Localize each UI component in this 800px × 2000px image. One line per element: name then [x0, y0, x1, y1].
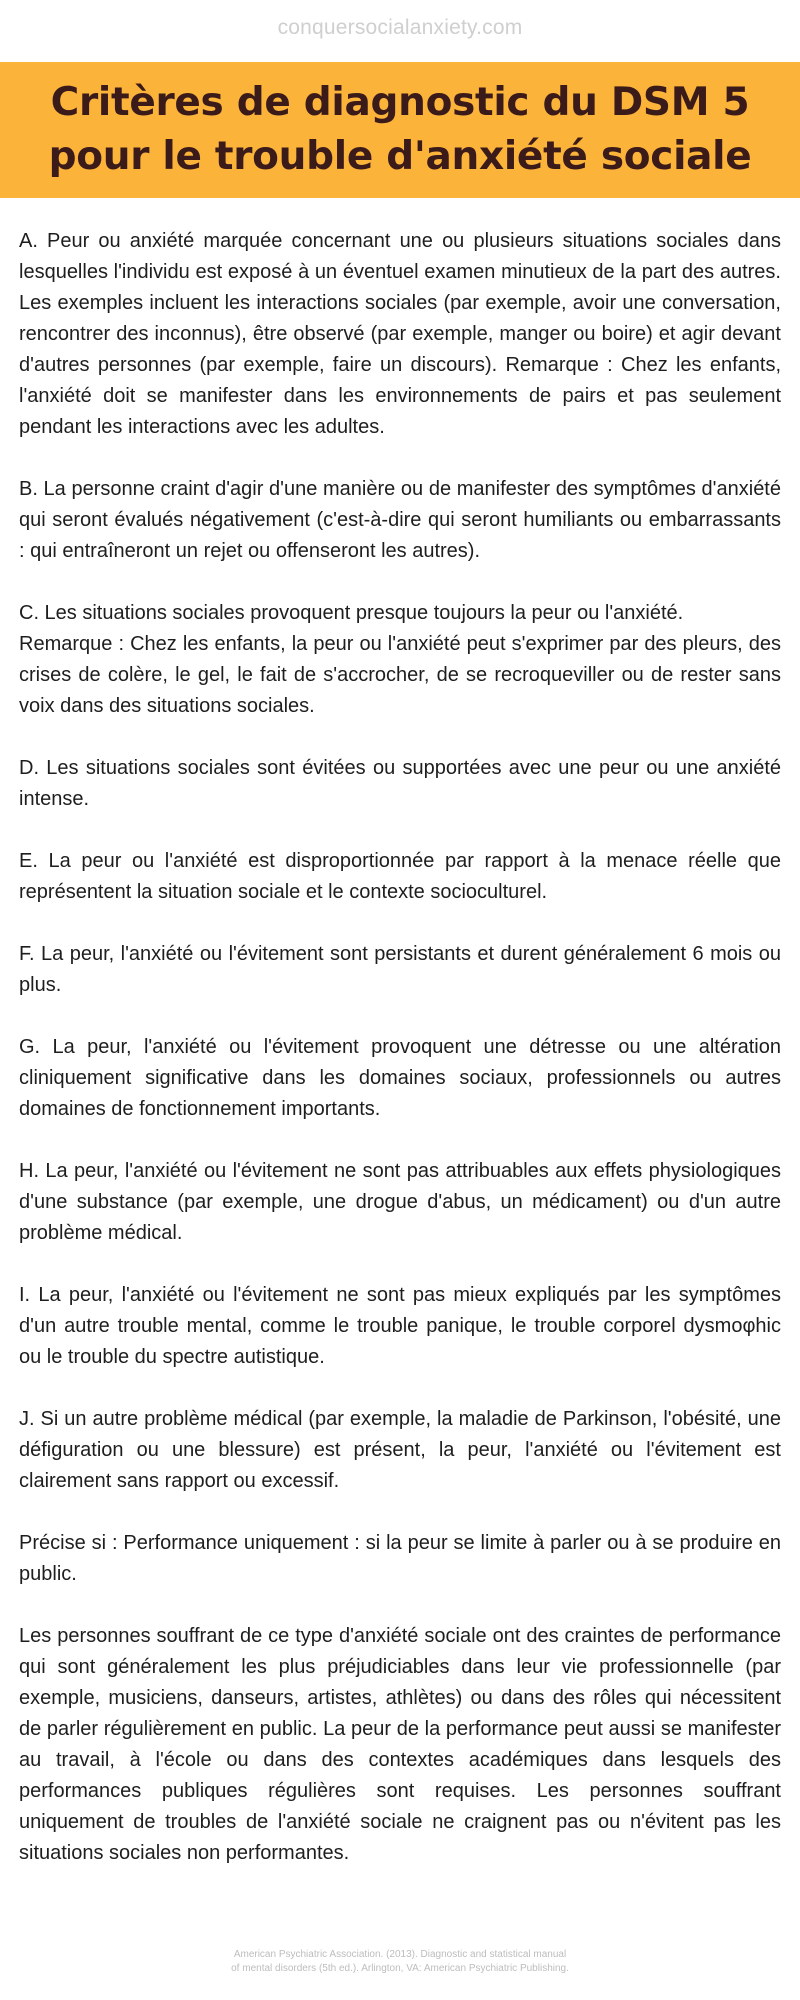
criterion-d: D. Les situations sociales sont évitées ou supportées avec une peur ou une anxiété intense. [19, 757, 781, 810]
criterion-e: E. La peur ou l'anxiété est disproportionnée par rapport à la menace réelle que représentent la situation sociale et le contexte socioculturel. [19, 850, 781, 903]
citation-line-1: American Psychiatric Association. (2013). Diagnostic and statistical manual [233, 1949, 567, 1960]
page-title [49, 76, 752, 184]
criterion-b: B. La personne craint d'agir d'une manière ou de manifester des symptômes d'anxiété qui seront évalués négativement (c'est-à-dire qui seront humiliants ou embarrassants : qui entraîneront un rejet ou offenseront les autres). [19, 478, 781, 562]
citation [0, 1948, 800, 1976]
criterion-c-remark: Remarque : Chez les enfants, la peur ou l'anxiété peut s'exprimer par des pleurs, des crises de colère, le gel, le fait de s'accrocher, de se recroqueviller ou de rester sans voix dans des situations sociales. [19, 633, 781, 717]
specifier: Précise si : Performance uniquement : si la peur se limite à parler ou à se produire en public. [19, 1532, 781, 1585]
criterion-c [19, 598, 781, 722]
criterion-i: I. La peur, l'anxiété ou l'évitement ne sont pas mieux expliqués par les symptômes d'un autre trouble mental, comme le trouble panique, le trouble corporel dysmoφhic ou le trouble du spectre autistique. [19, 1284, 781, 1368]
performance-note: Les personnes souffrant de ce type d'anxiété sociale ont des craintes de performance qui sont généralement les plus préjudiciables dans leur vie professionnelle (par exemple, musiciens, danseurs, artistes, athlètes) ou dans des rôles qui nécessitent de parler régulièrement en public. La peur de la performance peut aussi se manifester au travail, à l'école ou dans des contextes académiques dans lesquels des performances publiques régulières sont requises. Les personnes souffrant uniquement de troubles de l'anxiété sociale ne craignent pas ou n'évitent pas les situations sociales non performantes. [19, 1625, 781, 1864]
criterion-g: G. La peur, l'anxiété ou l'évitement provoquent une détresse ou une altération cliniquement significative dans les domaines sociaux, professionnels ou autres domaines de fonctionnement importants. [19, 1036, 781, 1120]
criterion-f: F. La peur, l'anxiété ou l'évitement sont persistants et durent généralement 6 mois ou plus. [19, 943, 781, 996]
page-title-line-1: Critères de diagnostic du DSM 5 [50, 80, 750, 125]
page-title-line-2: pour le trouble d'anxiété sociale [48, 134, 752, 179]
citation-line-2: of mental disorders (5th ed.). Arlington, VA: American Psychiatric Publishing. [231, 1963, 569, 1974]
criterion-c-statement: C. Les situations sociales provoquent presque toujours la peur ou l'anxiété. [19, 602, 684, 624]
site-url: conquersocialanxiety.com [277, 16, 523, 39]
criteria-list [19, 226, 781, 1869]
criterion-h: H. La peur, l'anxiété ou l'évitement ne sont pas attribuables aux effets physiologiques d'une substance (par exemple, une drogue d'abus, un médicament) ou d'un autre problème médical. [19, 1160, 781, 1244]
criterion-a: A. Peur ou anxiété marquée concernant une ou plusieurs situations sociales dans lesquelles l'individu est exposé à un éventuel examen minutieux de la part des autres. Les exemples incluent les interactions sociales (par exemple, avoir une conversation, rencontrer des inconnus), être observé (par exemple, manger ou boire) et agir devant d'autres personnes (par exemple, faire un discours). Remarque : Chez les enfants, l'anxiété doit se manifester dans les environnements de pairs et pas seulement pendant les interactions avec les adultes. [19, 230, 781, 438]
title-banner [0, 62, 800, 198]
criterion-j: J. Si un autre problème médical (par exemple, la maladie de Parkinson, l'obésité, une défiguration ou une blessure) est présent, la peur, l'anxiété ou l'évitement est clairement sans rapport ou excessif. [19, 1408, 781, 1492]
